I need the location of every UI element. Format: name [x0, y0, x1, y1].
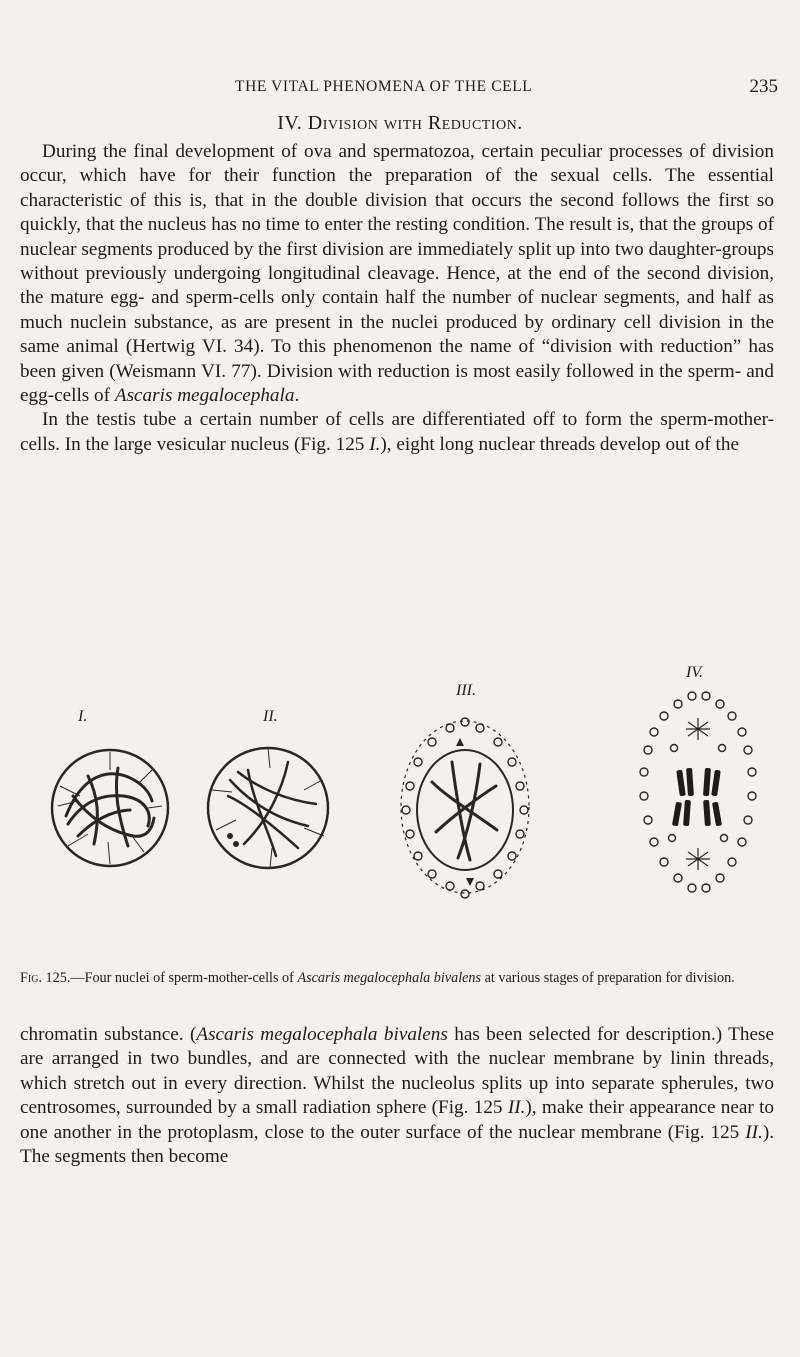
figure-reference: II. [745, 1121, 763, 1143]
nucleus-iv-drawing [624, 688, 774, 908]
figure-caption: Fig. 125.—Four nuclei of sperm-mother-cells of Ascaris megalocephala bivalens at various stages of preparation for division. [20, 970, 735, 986]
paragraph: During the final development of ova and spermatozoa, certain peculiar processes of division occur, which have for their function the preparation of the sexual cells. The essential characteristic of this is, that in the double division that occurs the second follows the first so quickly, that the nucleus has no time to enter the resting condition. The result is, that the groups of nuclear segments produced by the first division are immediately split up into two daughter-groups without previously undergoing longitudinal cleavage. Hence, at the end of the second division, the mature egg- and sperm-cells only contain half the number of nuclear segments, and half as much nuclein substance, as are present in the nuclei produced by ordinary cell division in the same animal (Hertwig VI. 34). To this phenomenon the name of “division with reduction” has been given (Weismann VI. 77). Division with reduction is most easily followed in the sperm- and egg-cells of Ascaris megalocephala. [20, 141, 774, 407]
paragraph: chromatin substance. (Ascaris megalocephala bivalens has been selected for description.) These are arranged in two bundles, and are connected with the nuclear membrane by linin threads, which stretch out in every direction. Whilst the nucleolus splits up into separate spherules, two centrosomes, surrounded by a small radiation sphere (Fig. 125 II.), make their appearance near to one another in the protoplasm, close to the outer surface of the nuclear membrane (Fig. 125 II.). The segments then become [20, 1024, 774, 1168]
figure-number: Fig. 125. [20, 970, 71, 986]
species-name: Ascaris megalocephala [114, 385, 295, 407]
figure-125 [20, 664, 780, 988]
section-heading: IV. Division with Reduction. [277, 112, 523, 134]
text-block-lower [20, 1023, 774, 1169]
running-head [0, 78, 800, 102]
nucleus-iii-drawing [392, 702, 538, 912]
running-head-title: THE VITAL PHENOMENA OF THE CELL [235, 78, 533, 95]
figure-label-iv: IV. [686, 664, 704, 681]
nucleus-ii-drawing [198, 740, 338, 876]
figure-label-i: I. [78, 708, 88, 725]
species-name: Ascaris megalocephala bivalens [196, 1024, 448, 1045]
figure-reference: I. [369, 433, 381, 455]
figure-label-iii: III. [456, 682, 476, 699]
paragraph: In the testis tube a certain number of cells are differentiated off to form the sperm-mother-cells. In the large vesicular nucleus (Fig. 125 I.), eight long nuclear threads develop out of the [20, 409, 774, 455]
figure-label-ii: II. [263, 708, 278, 725]
nucleus-i-drawing [48, 746, 172, 870]
species-name: Ascaris megalocephala bivalens [297, 970, 482, 986]
figure-reference: II. [507, 1097, 526, 1119]
text-block-upper [20, 140, 774, 457]
page-number: 235 [749, 76, 778, 97]
